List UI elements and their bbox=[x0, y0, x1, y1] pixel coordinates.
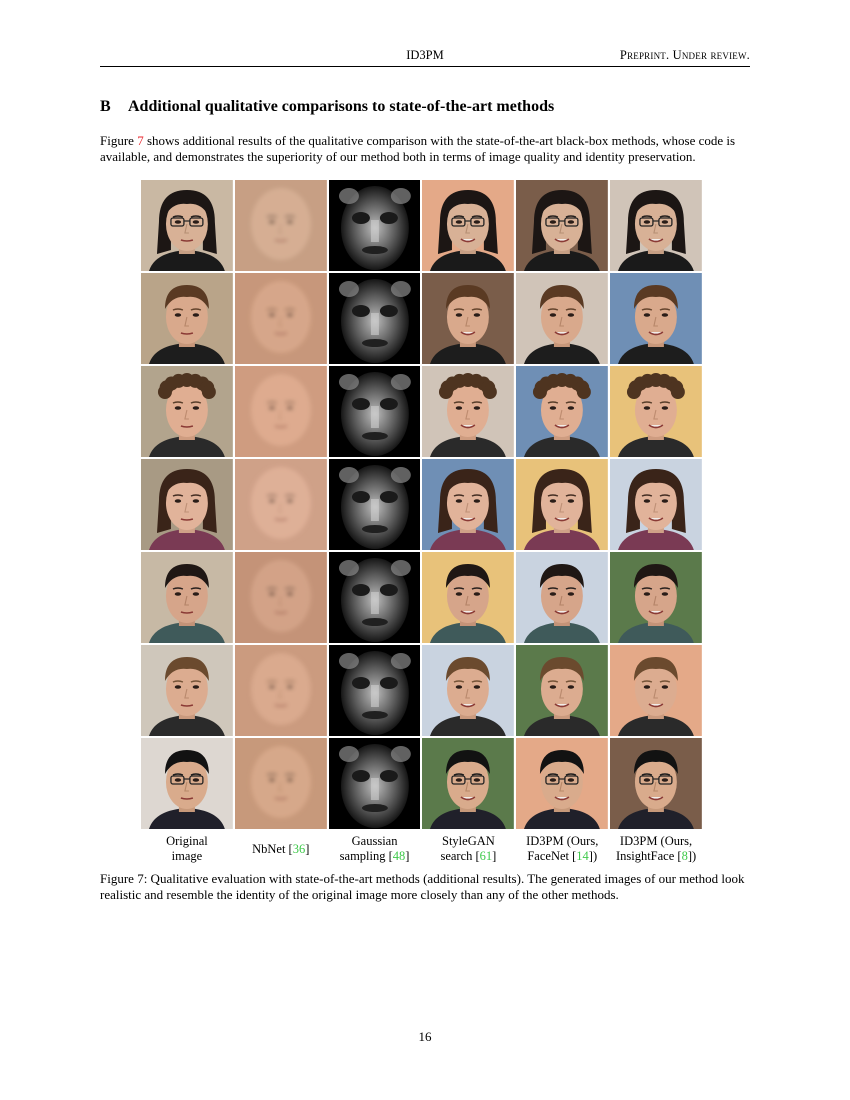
caption-line2: search [61] bbox=[440, 849, 497, 863]
citation-link[interactable]: 14 bbox=[576, 849, 589, 863]
caption-line1: ID3PM (Ours, bbox=[526, 834, 599, 848]
grid-row bbox=[141, 273, 702, 364]
face-image bbox=[141, 459, 233, 550]
face-image bbox=[235, 645, 327, 736]
face-image bbox=[235, 552, 327, 643]
caption-line2: NbNet [36] bbox=[252, 841, 310, 856]
face-image bbox=[610, 459, 702, 550]
face-image bbox=[329, 180, 421, 271]
face-image bbox=[516, 273, 608, 364]
face-image bbox=[141, 645, 233, 736]
citation-link[interactable]: 8 bbox=[681, 849, 688, 863]
face-image bbox=[141, 180, 233, 271]
caption-line1: Original bbox=[166, 834, 208, 848]
face-image bbox=[610, 645, 702, 736]
grid-row bbox=[141, 180, 702, 271]
header-status: Preprint. Under review. bbox=[619, 48, 750, 62]
grid-row bbox=[141, 645, 702, 736]
face-image bbox=[422, 459, 514, 550]
caption-line2: sampling [48] bbox=[339, 849, 410, 863]
face-image bbox=[329, 738, 421, 829]
caption-line2: InsightFace [8]) bbox=[615, 849, 697, 863]
face-image bbox=[235, 366, 327, 457]
column-caption bbox=[610, 834, 702, 864]
figure-caption: Figure 7: Qualitative evaluation with state-of-the-art methods (additional results). The generated images of our method look realistic and resemble the identity of the original image more closely than any of the other methods. bbox=[100, 871, 745, 902]
column-caption bbox=[422, 834, 514, 864]
face-image bbox=[422, 180, 514, 271]
face-image bbox=[329, 366, 421, 457]
face-image bbox=[141, 552, 233, 643]
citation-link[interactable]: 61 bbox=[479, 849, 493, 863]
column-caption bbox=[141, 834, 233, 864]
intro-paragraph bbox=[100, 133, 750, 165]
caption-line1: Gaussian bbox=[351, 834, 398, 848]
intro-text-pre: Figure bbox=[100, 133, 138, 148]
face-image bbox=[516, 645, 608, 736]
figure-ref-link[interactable]: 7 bbox=[137, 133, 144, 148]
grid-row bbox=[141, 459, 702, 550]
face-image bbox=[516, 366, 608, 457]
face-image bbox=[610, 180, 702, 271]
face-image bbox=[422, 645, 514, 736]
face-image bbox=[516, 459, 608, 550]
grid-row bbox=[141, 738, 702, 829]
face-image bbox=[141, 273, 233, 364]
citation-link[interactable]: 48 bbox=[392, 849, 406, 863]
face-image bbox=[610, 366, 702, 457]
face-image bbox=[422, 273, 514, 364]
face-image bbox=[235, 738, 327, 829]
caption-line2: image bbox=[171, 849, 203, 863]
caption-line1: StyleGAN bbox=[442, 834, 495, 848]
section-heading bbox=[100, 98, 554, 116]
face-image bbox=[422, 552, 514, 643]
face-image bbox=[329, 273, 421, 364]
face-image bbox=[516, 738, 608, 829]
face-image bbox=[235, 459, 327, 550]
face-image bbox=[610, 738, 702, 829]
grid-row bbox=[141, 366, 702, 457]
caption-line2: FaceNet [14]) bbox=[527, 849, 598, 863]
face-image bbox=[141, 738, 233, 829]
section-number: B bbox=[100, 98, 111, 115]
face-image bbox=[516, 552, 608, 643]
running-header bbox=[100, 48, 750, 67]
face-image bbox=[329, 645, 421, 736]
column-captions bbox=[141, 834, 702, 864]
face-image bbox=[141, 366, 233, 457]
grid-row bbox=[141, 552, 702, 643]
column-caption bbox=[235, 834, 327, 864]
header-title: ID3PM bbox=[406, 48, 444, 62]
citation-link[interactable]: 36 bbox=[292, 841, 306, 856]
face-image bbox=[610, 552, 702, 643]
face-image bbox=[610, 273, 702, 364]
section-title: Additional qualitative comparisons to state-of-the-art methods bbox=[128, 98, 555, 115]
column-caption bbox=[516, 834, 608, 864]
face-image bbox=[235, 273, 327, 364]
face-image bbox=[235, 180, 327, 271]
column-caption bbox=[329, 834, 421, 864]
face-image bbox=[329, 552, 421, 643]
face-comparison-grid bbox=[141, 180, 702, 831]
page-number: 16 bbox=[418, 1029, 432, 1044]
face-image bbox=[422, 366, 514, 457]
intro-text-post: shows additional results of the qualitative comparison with the state-of-the-art black-box methods, whose code is available, and demonstrates the superiority of our method both in terms of image quality and identity preservation. bbox=[100, 133, 736, 164]
caption-line1: ID3PM (Ours, bbox=[619, 834, 693, 848]
face-image bbox=[516, 180, 608, 271]
face-image bbox=[422, 738, 514, 829]
face-image bbox=[329, 459, 421, 550]
